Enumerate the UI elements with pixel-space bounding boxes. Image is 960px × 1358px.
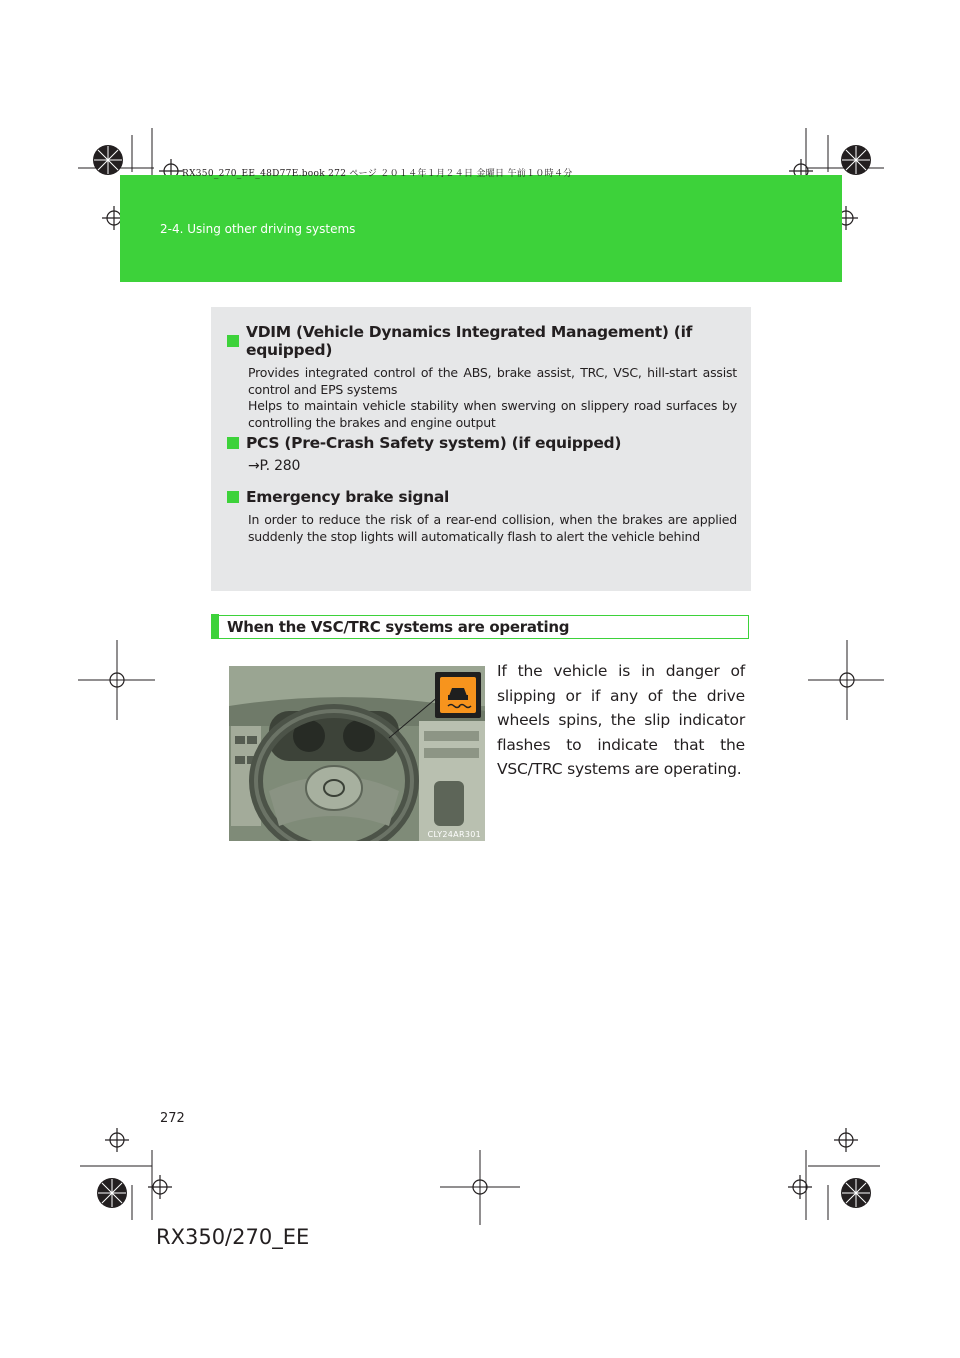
info-item-line: In order to reduce the risk of a rear-end collision, when the brakes are applied suddenly the stop lights will automatically flash to alert the vehicle behind [248,512,737,544]
info-item-vdim [227,323,737,431]
section-heading-text: When the VSC/TRC systems are operating [227,618,570,636]
dashboard-drawing [229,666,485,841]
page-reference-link[interactable]: →P. 280 [248,458,301,474]
bullet-square-icon [227,437,239,449]
info-item-pcs [227,434,737,475]
figure-code: CLY24AR301 [427,830,481,839]
page-number: 272 [160,1111,185,1126]
info-item-emergency-brake-signal [227,488,737,545]
dashboard-illustration [229,666,485,841]
info-item-line: Helps to maintain vehicle stability when swerving on slippery road surfaces by controlling the brakes and engine output [248,398,737,430]
bullet-square-icon [227,491,239,503]
info-box [211,307,751,591]
bullet-square-icon [227,335,239,347]
info-item-title: VDIM (Vehicle Dynamics Integrated Management) (if equipped) [246,323,693,359]
section-heading [211,615,749,639]
info-item-line: Provides integrated control of the ABS, brake assist, TRC, VSC, hill-start assist control and EPS systems [248,365,737,397]
heading-accent-bar [211,614,219,638]
info-item-title: PCS (Pre-Crash Safety system) (if equipped) [246,434,622,452]
body-paragraph: If the vehicle is in danger of slipping or if any of the drive wheels spins, the slip indicator flashes to indicate that the VSC/TRC systems are operating. [497,662,745,778]
section-label: 2-4. Using other driving systems [160,222,356,236]
model-code: RX350/270_EE [156,1225,310,1249]
print-info: RX350_270_EE_48D77E.book 272 ページ ２０１４年１月２４日 金曜日 午前１０時４分 [182,169,573,179]
info-item-title: Emergency brake signal [246,488,450,506]
